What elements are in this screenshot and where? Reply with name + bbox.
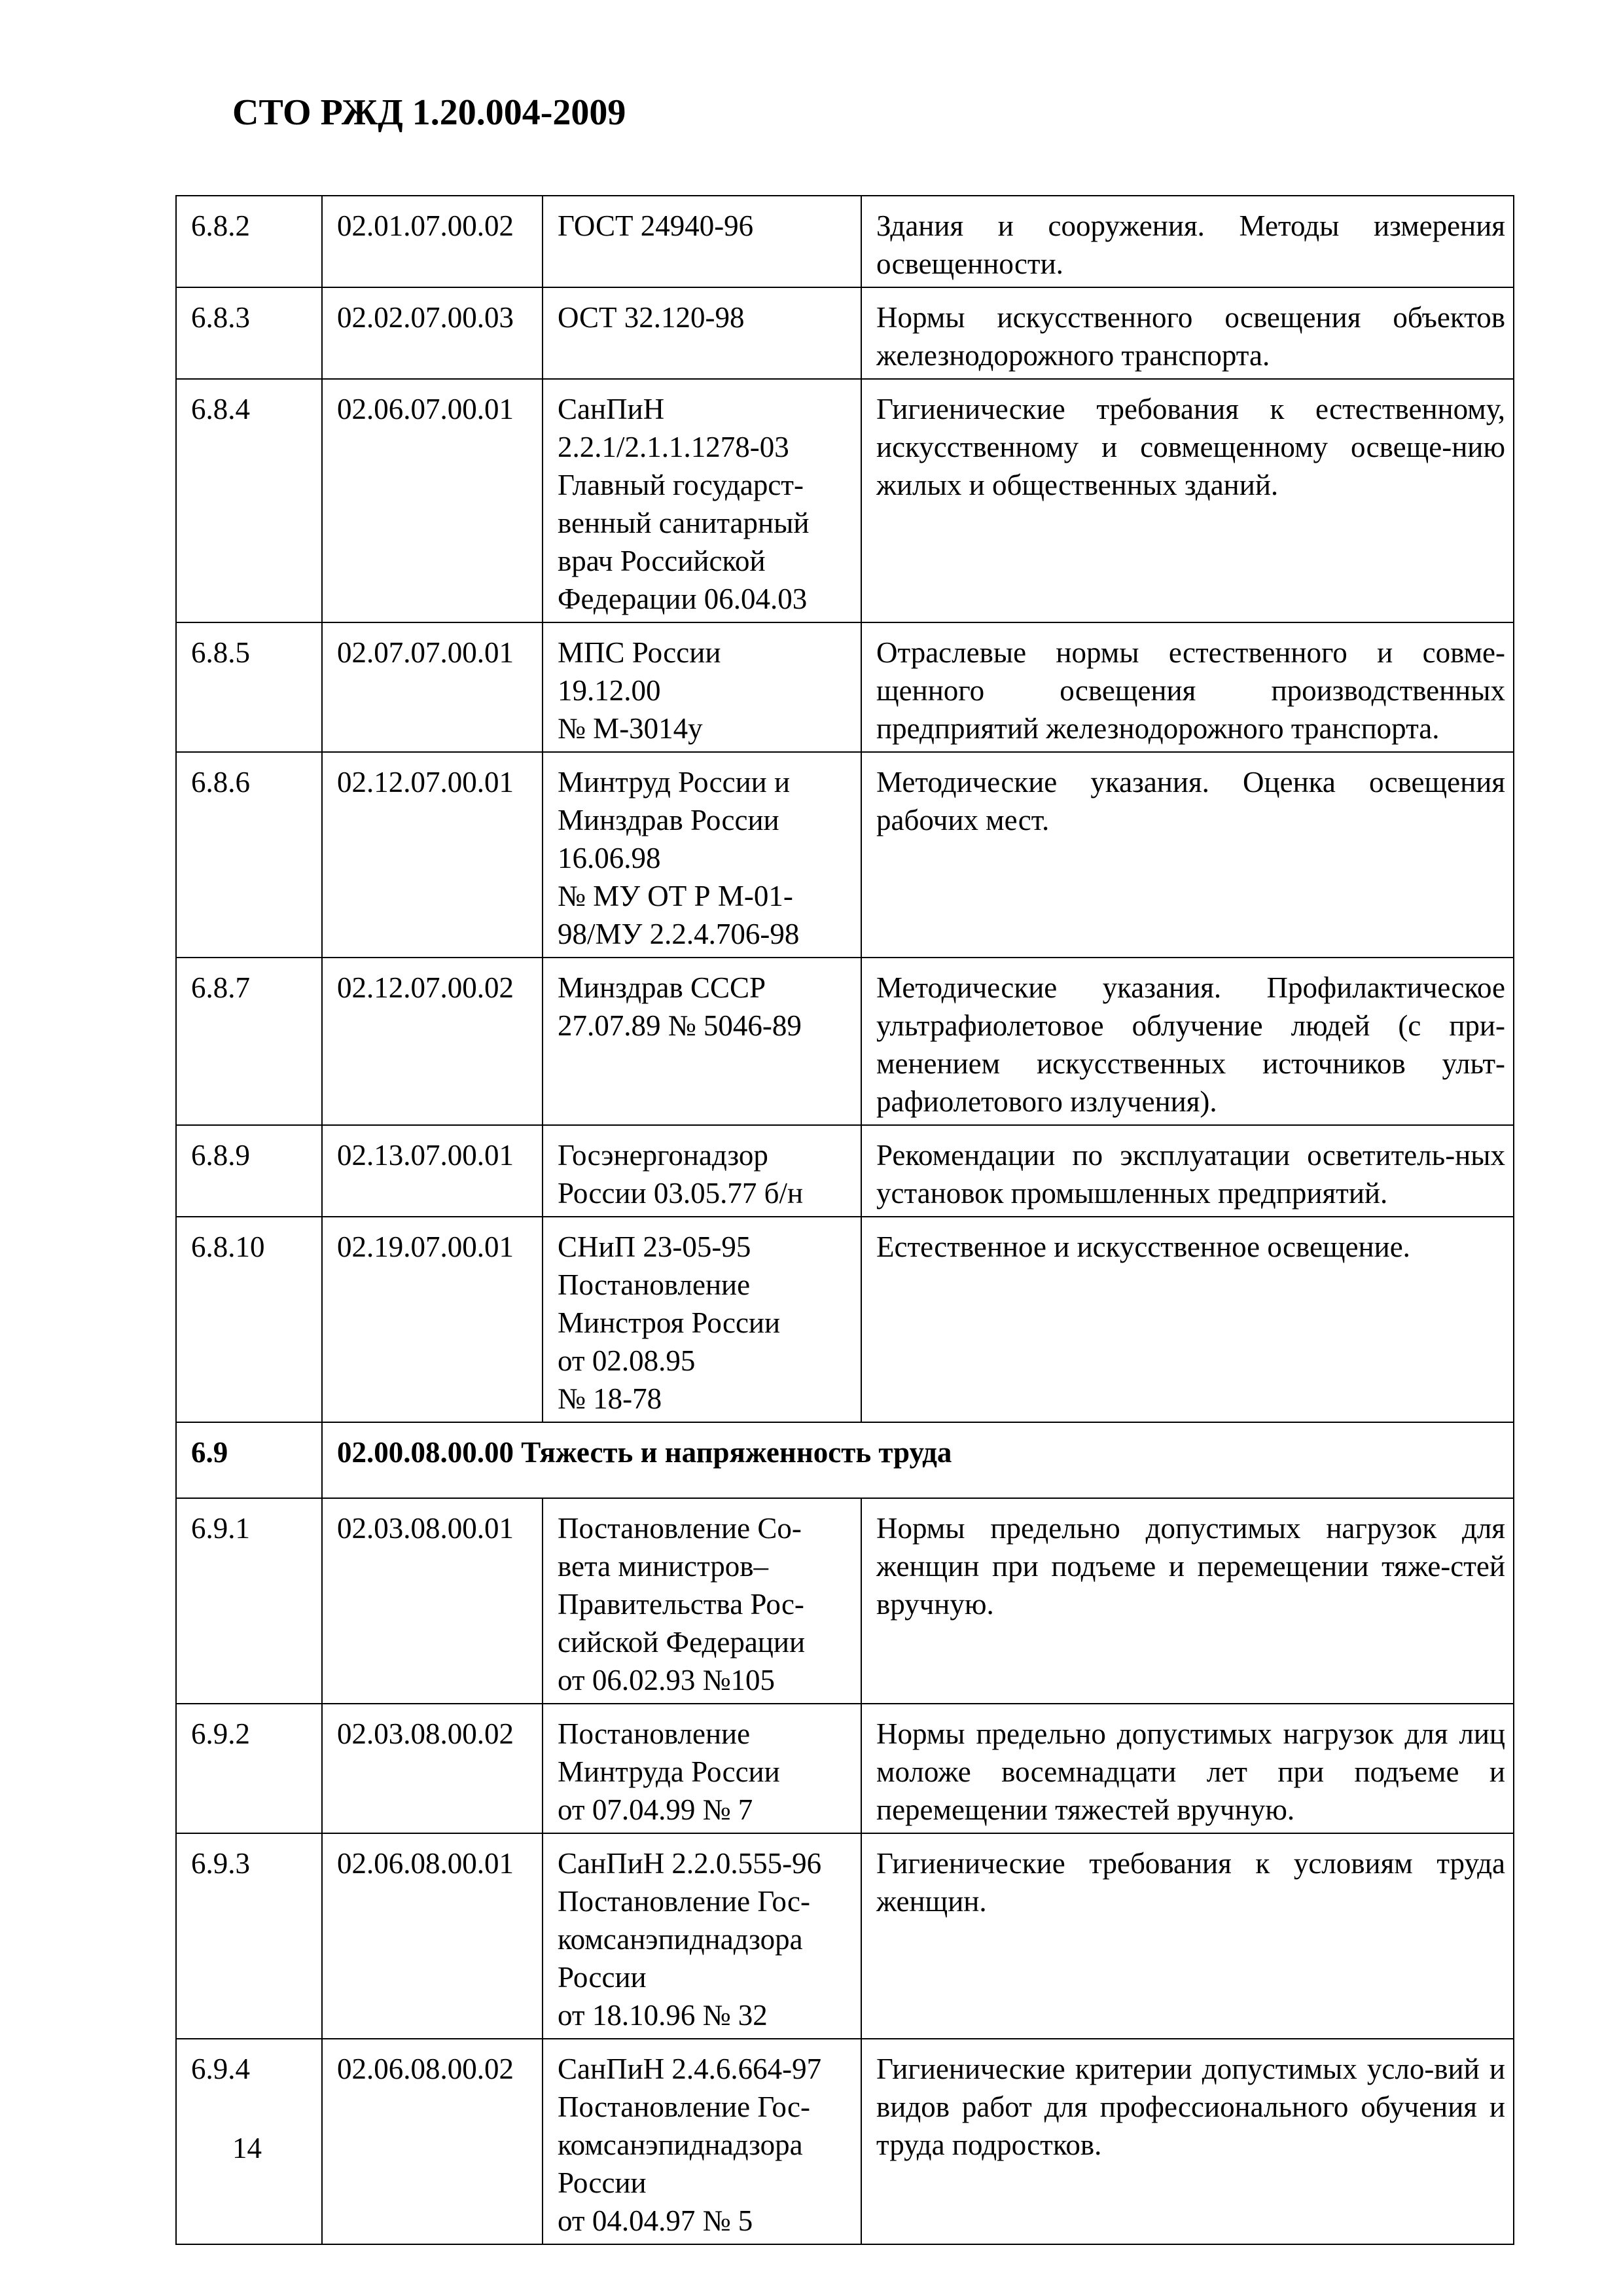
table-row <box>176 1704 1514 1833</box>
document-reference-line: ОСТ 32.120-98 <box>558 301 745 334</box>
document-reference-line: комсанэпиднадзора <box>558 2128 803 2161</box>
table-row <box>176 752 1514 958</box>
document-reference-line: от 06.02.93 №105 <box>558 1664 776 1696</box>
document-reference-line: Главный государст- <box>558 469 804 501</box>
document-header-title: СТО РЖД 1.20.004-2009 <box>232 92 626 133</box>
document-reference <box>543 958 861 1125</box>
table-row <box>176 1125 1514 1217</box>
document-reference-line: России 03.05.77 б/н <box>558 1177 804 1210</box>
document-reference-line: Постановление Со- <box>558 1512 802 1545</box>
row-number: 6.9.4 <box>176 2039 322 2244</box>
classification-code: 02.12.07.00.01 <box>322 752 543 958</box>
document-reference-line: 2.2.1/2.1.1.1278-03 <box>558 431 789 463</box>
document-reference <box>543 1704 861 1833</box>
document-reference-line: Правительства Рос- <box>558 1588 804 1621</box>
document-reference <box>543 1217 861 1422</box>
document-reference-line: вета министров– <box>558 1550 769 1583</box>
document-description: Нормы искусственного освещения объектов железнодорожного транспорта. <box>861 287 1514 379</box>
section-number: 6.9 <box>176 1422 322 1498</box>
document-reference-line: от 18.10.96 № 32 <box>558 1999 768 2032</box>
document-reference-line: № М-3014у <box>558 712 703 745</box>
document-description: Гигиенические требования к условиям труда женщин. <box>861 1833 1514 2039</box>
classification-code: 02.06.07.00.01 <box>322 379 543 622</box>
row-number: 6.8.9 <box>176 1125 322 1217</box>
table-row <box>176 622 1514 752</box>
classification-code: 02.12.07.00.02 <box>322 958 543 1125</box>
table-row <box>176 2039 1514 2244</box>
classification-code: 02.01.07.00.02 <box>322 196 543 287</box>
document-description: Методические указания. Оценка освещения рабочих мест. <box>861 752 1514 958</box>
document-reference-line: Постановление <box>558 1268 751 1301</box>
document-reference-line: 19.12.00 <box>558 674 661 707</box>
document-reference-line: Госэнергонадзор <box>558 1139 768 1172</box>
row-number: 6.8.2 <box>176 196 322 287</box>
document-reference-line: от 04.04.97 № 5 <box>558 2204 753 2237</box>
document-reference-line: № МУ ОТ Р М-01- <box>558 880 793 912</box>
table-row <box>176 1833 1514 2039</box>
section-row <box>176 1422 1514 1498</box>
document-description: Здания и сооружения. Методы измерения освещенности. <box>861 196 1514 287</box>
document-reference-line: МПС России <box>558 636 721 669</box>
document-reference-line: Федерации 06.04.03 <box>558 583 808 615</box>
classification-code: 02.02.07.00.03 <box>322 287 543 379</box>
document-reference-line: Минтруд России и <box>558 766 791 798</box>
document-reference-line: Минздрав России <box>558 804 779 836</box>
document-reference-line: СанПиН 2.4.6.664-97 <box>558 2053 822 2085</box>
document-reference <box>543 287 861 379</box>
document-reference <box>543 196 861 287</box>
document-reference-line: Постановление Гос- <box>558 2090 810 2123</box>
classification-code: 02.06.08.00.01 <box>322 1833 543 2039</box>
document-reference-line: СанПиН 2.2.0.555-96 <box>558 1847 822 1880</box>
document-reference-line: венный санитарный <box>558 507 810 539</box>
document-reference-line: Постановление Гос- <box>558 1885 810 1918</box>
row-number: 6.9.1 <box>176 1498 322 1704</box>
document-reference-line: Постановление <box>558 1717 751 1750</box>
classification-code: 02.19.07.00.01 <box>322 1217 543 1422</box>
document-reference-line: сийской Федерации <box>558 1626 806 1659</box>
document-reference-line: 98/МУ 2.2.4.706-98 <box>558 918 800 950</box>
classification-code: 02.13.07.00.01 <box>322 1125 543 1217</box>
section-title: 02.00.08.00.00 Тяжесть и напряженность труда <box>322 1422 1514 1498</box>
document-description: Естественное и искусственное освещение. <box>861 1217 1514 1422</box>
table-row <box>176 287 1514 379</box>
document-description: Методические указания. Профилактическое ультрафиолетовое облучение людей (с при-менением искусственных источников ульт-рафиолетового излучения). <box>861 958 1514 1125</box>
page-number: 14 <box>232 2132 262 2164</box>
document-description: Нормы предельно допустимых нагрузок для женщин при подъеме и перемещении тяже-стей вручную. <box>861 1498 1514 1704</box>
document-reference-line: ГОСТ 24940-96 <box>558 209 754 242</box>
document-reference <box>543 1125 861 1217</box>
document-description: Гигиенические критерии допустимых усло-вий и видов работ для профессионального обучения и труда подростков. <box>861 2039 1514 2244</box>
document-reference-line: врач Российской <box>558 545 766 577</box>
document-description: Гигиенические требования к естественному, искусственному и совмещенному освеще-нию жилых и общественных зданий. <box>861 379 1514 622</box>
document-reference-line: от 07.04.99 № 7 <box>558 1793 753 1826</box>
row-number: 6.8.7 <box>176 958 322 1125</box>
table-row <box>176 958 1514 1125</box>
document-reference-line: Минстроя России <box>558 1306 781 1339</box>
row-number: 6.8.4 <box>176 379 322 622</box>
document-reference-line: 16.06.98 <box>558 842 661 874</box>
row-number: 6.8.3 <box>176 287 322 379</box>
document-reference-line: 27.07.89 № 5046-89 <box>558 1009 802 1042</box>
document-reference-line: Минздрав СССР <box>558 971 766 1004</box>
row-number: 6.9.2 <box>176 1704 322 1833</box>
table-row <box>176 1217 1514 1422</box>
standards-table <box>175 195 1514 2245</box>
table-row <box>176 1498 1514 1704</box>
document-reference-line: от 02.08.95 <box>558 1344 696 1377</box>
document-reference-line: комсанэпиднадзора <box>558 1923 803 1956</box>
document-description: Нормы предельно допустимых нагрузок для лиц моложе восемнадцати лет при подъеме и перемещении тяжестей вручную. <box>861 1704 1514 1833</box>
classification-code: 02.06.08.00.02 <box>322 2039 543 2244</box>
row-number: 6.9.3 <box>176 1833 322 2039</box>
document-reference-line: России <box>558 1961 647 1994</box>
classification-code: 02.03.08.00.01 <box>322 1498 543 1704</box>
classification-code: 02.03.08.00.02 <box>322 1704 543 1833</box>
document-reference <box>543 2039 861 2244</box>
document-description: Рекомендации по эксплуатации осветитель-ных установок промышленных предприятий. <box>861 1125 1514 1217</box>
document-reference <box>543 379 861 622</box>
document-reference-line: СанПиН <box>558 393 665 425</box>
document-description: Отраслевые нормы естественного и совме-щенного освещения производственных предприятий железнодорожного транспорта. <box>861 622 1514 752</box>
row-number: 6.8.10 <box>176 1217 322 1422</box>
document-reference <box>543 622 861 752</box>
document-reference-line: № 18-78 <box>558 1382 662 1415</box>
document-reference <box>543 752 861 958</box>
table-row <box>176 196 1514 287</box>
row-number: 6.8.6 <box>176 752 322 958</box>
table-row <box>176 379 1514 622</box>
document-reference-line: Минтруда России <box>558 1755 780 1788</box>
document-reference <box>543 1498 861 1704</box>
document-reference <box>543 1833 861 2039</box>
classification-code: 02.07.07.00.01 <box>322 622 543 752</box>
document-reference-line: СНиП 23-05-95 <box>558 1230 751 1263</box>
document-reference-line: России <box>558 2166 647 2199</box>
row-number: 6.8.5 <box>176 622 322 752</box>
